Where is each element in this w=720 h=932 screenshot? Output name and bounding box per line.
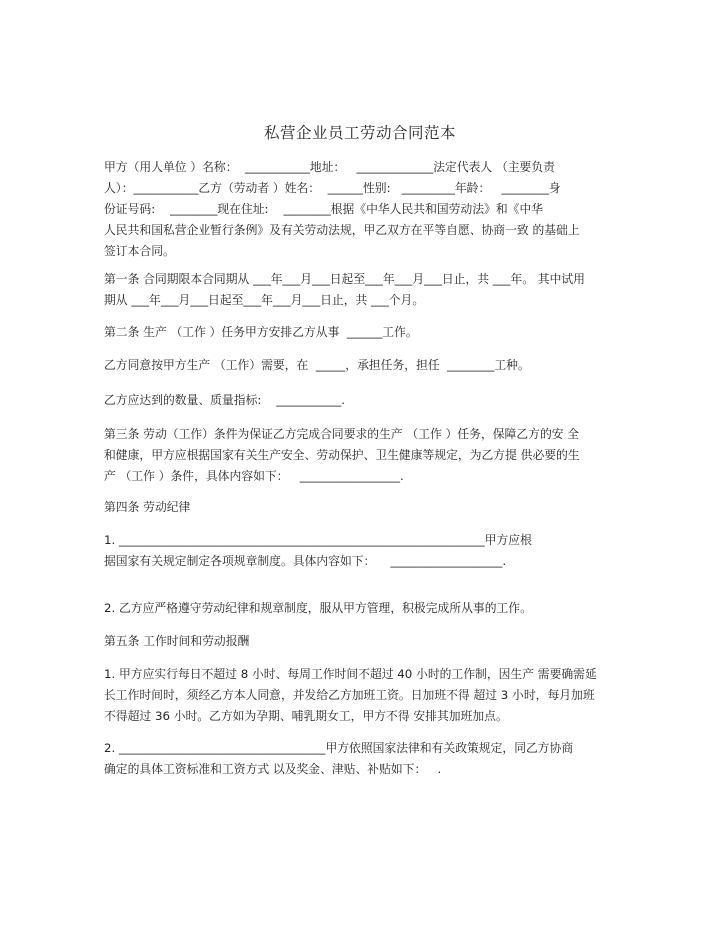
text-line: 1. 甲方应实行每日不超过 8 小时、每周工作时间不超过 40 小时的工作制，因生产 需要确需延 — [104, 667, 597, 681]
text-line: 据国家有关规定制定各项规章制度。具体内容如下： ___________________. — [104, 554, 507, 568]
text-line: 和健康，甲方应根据国家有关生产安全、劳动保护、卫生健康等规定，为乙方提 供必要的生 — [104, 448, 580, 462]
paragraph-article-2-b — [104, 390, 624, 411]
text-line: 人民共和国私营企业暂行条例》及有关劳动法规，甲乙双方在平等自愿、协商一致 的基础上 — [104, 223, 580, 237]
text-line: 不得超过 36 小时。乙方如为孕期、哺乳期女工，甲方不得 安排其加班加点。 — [104, 709, 508, 723]
text-line: 第五条 工作时间和劳动报酬 — [104, 634, 250, 648]
paragraph-parties — [104, 157, 624, 262]
text-line: 人）：___________乙方（劳动者 ）姓名： ______性别: _________年龄： ________身 — [104, 181, 561, 195]
text-line: 第一条 合同期限本合同期从 ___年___月___日起至___年___月___日止，共 ___年。 其中试用 — [104, 272, 585, 286]
paragraph-article-4 — [104, 497, 624, 518]
text-line: 产 （工作 ）条件，具体内容如下： _________________. — [104, 469, 404, 483]
page-title: 私营企业员工劳动合同范本 — [263, 124, 456, 142]
text-line: 2. ___________________________________甲方依照国家法律和有关政策规定，同乙方协商 — [104, 741, 574, 755]
text-line: 1. ______________________________________________________________甲方应根 — [104, 533, 532, 547]
text-line: 甲方（用人单位 ）名称： ___________地址： _____________法定代表人 （主要负责 — [104, 160, 555, 174]
paragraph-article-2-a — [104, 355, 624, 376]
text-line: 长工作时间时，须经乙方本人同意，并发给乙方加班工资。日加班不得 超过 3 小时，每月加班 — [104, 688, 595, 702]
paragraph-article-2 — [104, 322, 624, 343]
text-line: 期从 ___年___月___日起至___年___月___日止，共 ___个月。 — [104, 293, 425, 307]
text-line: 份证号码: ________现在住址: ________根据《中华人民共和国劳动法》和《中华 — [104, 202, 544, 216]
paragraph-article-3 — [104, 424, 624, 487]
text-line: 确定的具体工资标准和工资方式 以及奖金、津贴、补贴如下： . — [104, 762, 442, 776]
text-line: 签订本合同。 — [104, 244, 175, 258]
paragraph-article-4-2 — [104, 598, 624, 619]
text-line: 乙方应达到的数量、质量指标: ___________. — [104, 393, 345, 407]
text-line: 乙方同意按甲方生产 （工作）需要，在 _____，承担任务，担任 ________工种。 — [104, 358, 530, 372]
text-line: 第二条 生产 （工作 ）任务甲方安排乙方从事 ______工作。 — [104, 325, 418, 339]
paragraph-article-4-1 — [104, 530, 624, 572]
paragraph-article-5 — [104, 631, 624, 652]
text-line: 第四条 劳动纪律 — [104, 500, 191, 514]
paragraph-article-5-2 — [104, 738, 624, 780]
paragraph-article-1 — [104, 269, 624, 311]
paragraph-article-5-1 — [104, 664, 624, 727]
text-line: 2. 乙方应严格遵守劳动纪律和规章制度，服从甲方管理，积极完成所从事的工作。 — [104, 601, 532, 615]
text-line: 第三条 劳动（工作）条件为保证乙方完成合同要求的生产 （工作 ）任务，保障乙方的安 全 — [104, 427, 580, 441]
